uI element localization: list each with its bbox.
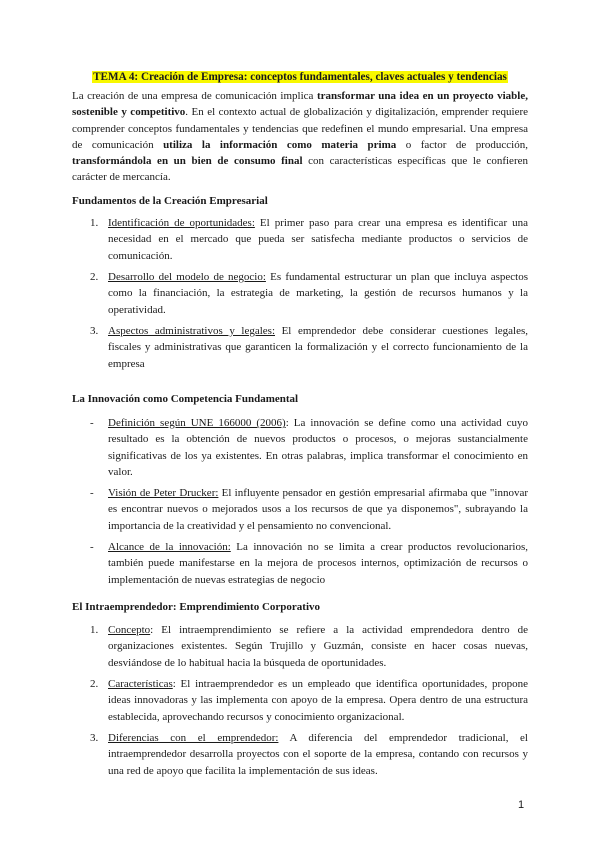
list-marker: 1. (90, 624, 99, 636)
list-item: Concepto: El intraemprendimiento se refiere a la actividad emprendedora dentro de organizaciones existentes. Según Trujillo y Guzmán, consiste en hacer cosas nuevas, desviándose de lo habitual hacia la búsqueda de oportunidades. (108, 624, 528, 669)
list-marker: 3. (90, 732, 99, 744)
list-marker: 1. (90, 217, 99, 229)
list-marker: - (90, 417, 94, 429)
list-marker: 3. (90, 325, 99, 337)
list-marker: - (90, 541, 94, 553)
section-heading: La Innovación como Competencia Fundamental (72, 393, 299, 405)
page-number: 1 (518, 799, 525, 811)
list-item: Aspectos administrativos y legales: El emprendedor debe considerar cuestiones legales, fiscales y administrativas que garanticen la formalización y el correcto funcionamiento de la empresa (108, 325, 528, 370)
list-item: Visión de Peter Drucker: El influyente pensador en gestión empresarial afirmaba que "innovar es encontrar nuevos o mejorados usos a los recursos de que ya disponemos", subrayando la importancia de la creatividad y el pensamiento no convencional. (108, 487, 528, 532)
list-item: Desarrollo del modelo de negocio: Es fundamental estructurar un plan que incluya aspectos como la financiación, la estrategia de marketing, la gestión de recursos humanos y la operatividad. (108, 271, 528, 316)
list-item: Características: El intraemprendedor es un empleado que identifica oportunidades, propone ideas innovadoras y las implementa con apoyo de la empresa. Opera dentro de una estructura establecida, aprovechando recursos y conocimiento organizacional. (108, 678, 528, 723)
section-heading: El Intraemprendedor: Emprendimiento Corporativo (72, 601, 320, 613)
list-item: Identificación de oportunidades: El primer paso para crear una empresa es identificar una necesidad en el mercado que pueda ser satisfecha mediante productos o servicios de comunicación. (108, 217, 529, 262)
list-item: Diferencias con el emprendedor: A diferencia del emprendedor tradicional, el intraemprendedor desarrolla proyectos con el soporte de la empresa, contando con recursos y una red de apoyo que facilita la implementación de sus ideas. (108, 732, 528, 777)
list-item: Alcance de la innovación: La innovación no se limita a crear productos revolucionarios, también puede manifestarse en la mejora de procesos internos, optimización de recursos o implementación de nuevas estrategias de negocio (108, 541, 528, 586)
intro-paragraph: La creación de una empresa de comunicación implica transformar una idea en un proyecto viable, sostenible y competitivo. En el contexto actual de globalización y digitalización, emprender requiere comprender conceptos fundamentales y tendencias que redefinen el mundo empresarial. Una empresa de comunicación utiliza la información como materia prima o factor de producción, transformándola en un bien de consumo final con características específicas que le confieren carácter de mercancía. (72, 90, 528, 184)
list-marker: - (90, 487, 94, 499)
list-marker: 2. (90, 271, 99, 283)
list-marker: 2. (90, 678, 99, 690)
section-heading: Fundamentos de la Creación Empresarial (72, 195, 268, 207)
page-title: TEMA 4: Creación de Empresa: conceptos fundamentales, claves actuales y tendencias (93, 71, 507, 83)
list-item: Definición según UNE 166000 (2006): La innovación se define como una actividad cuyo resultado es la obtención de nuevos productos o procesos, o mejoras sustancialmente significativas de los ya existentes. En otras palabras, implica transformar el conocimiento en valor. (108, 417, 529, 478)
